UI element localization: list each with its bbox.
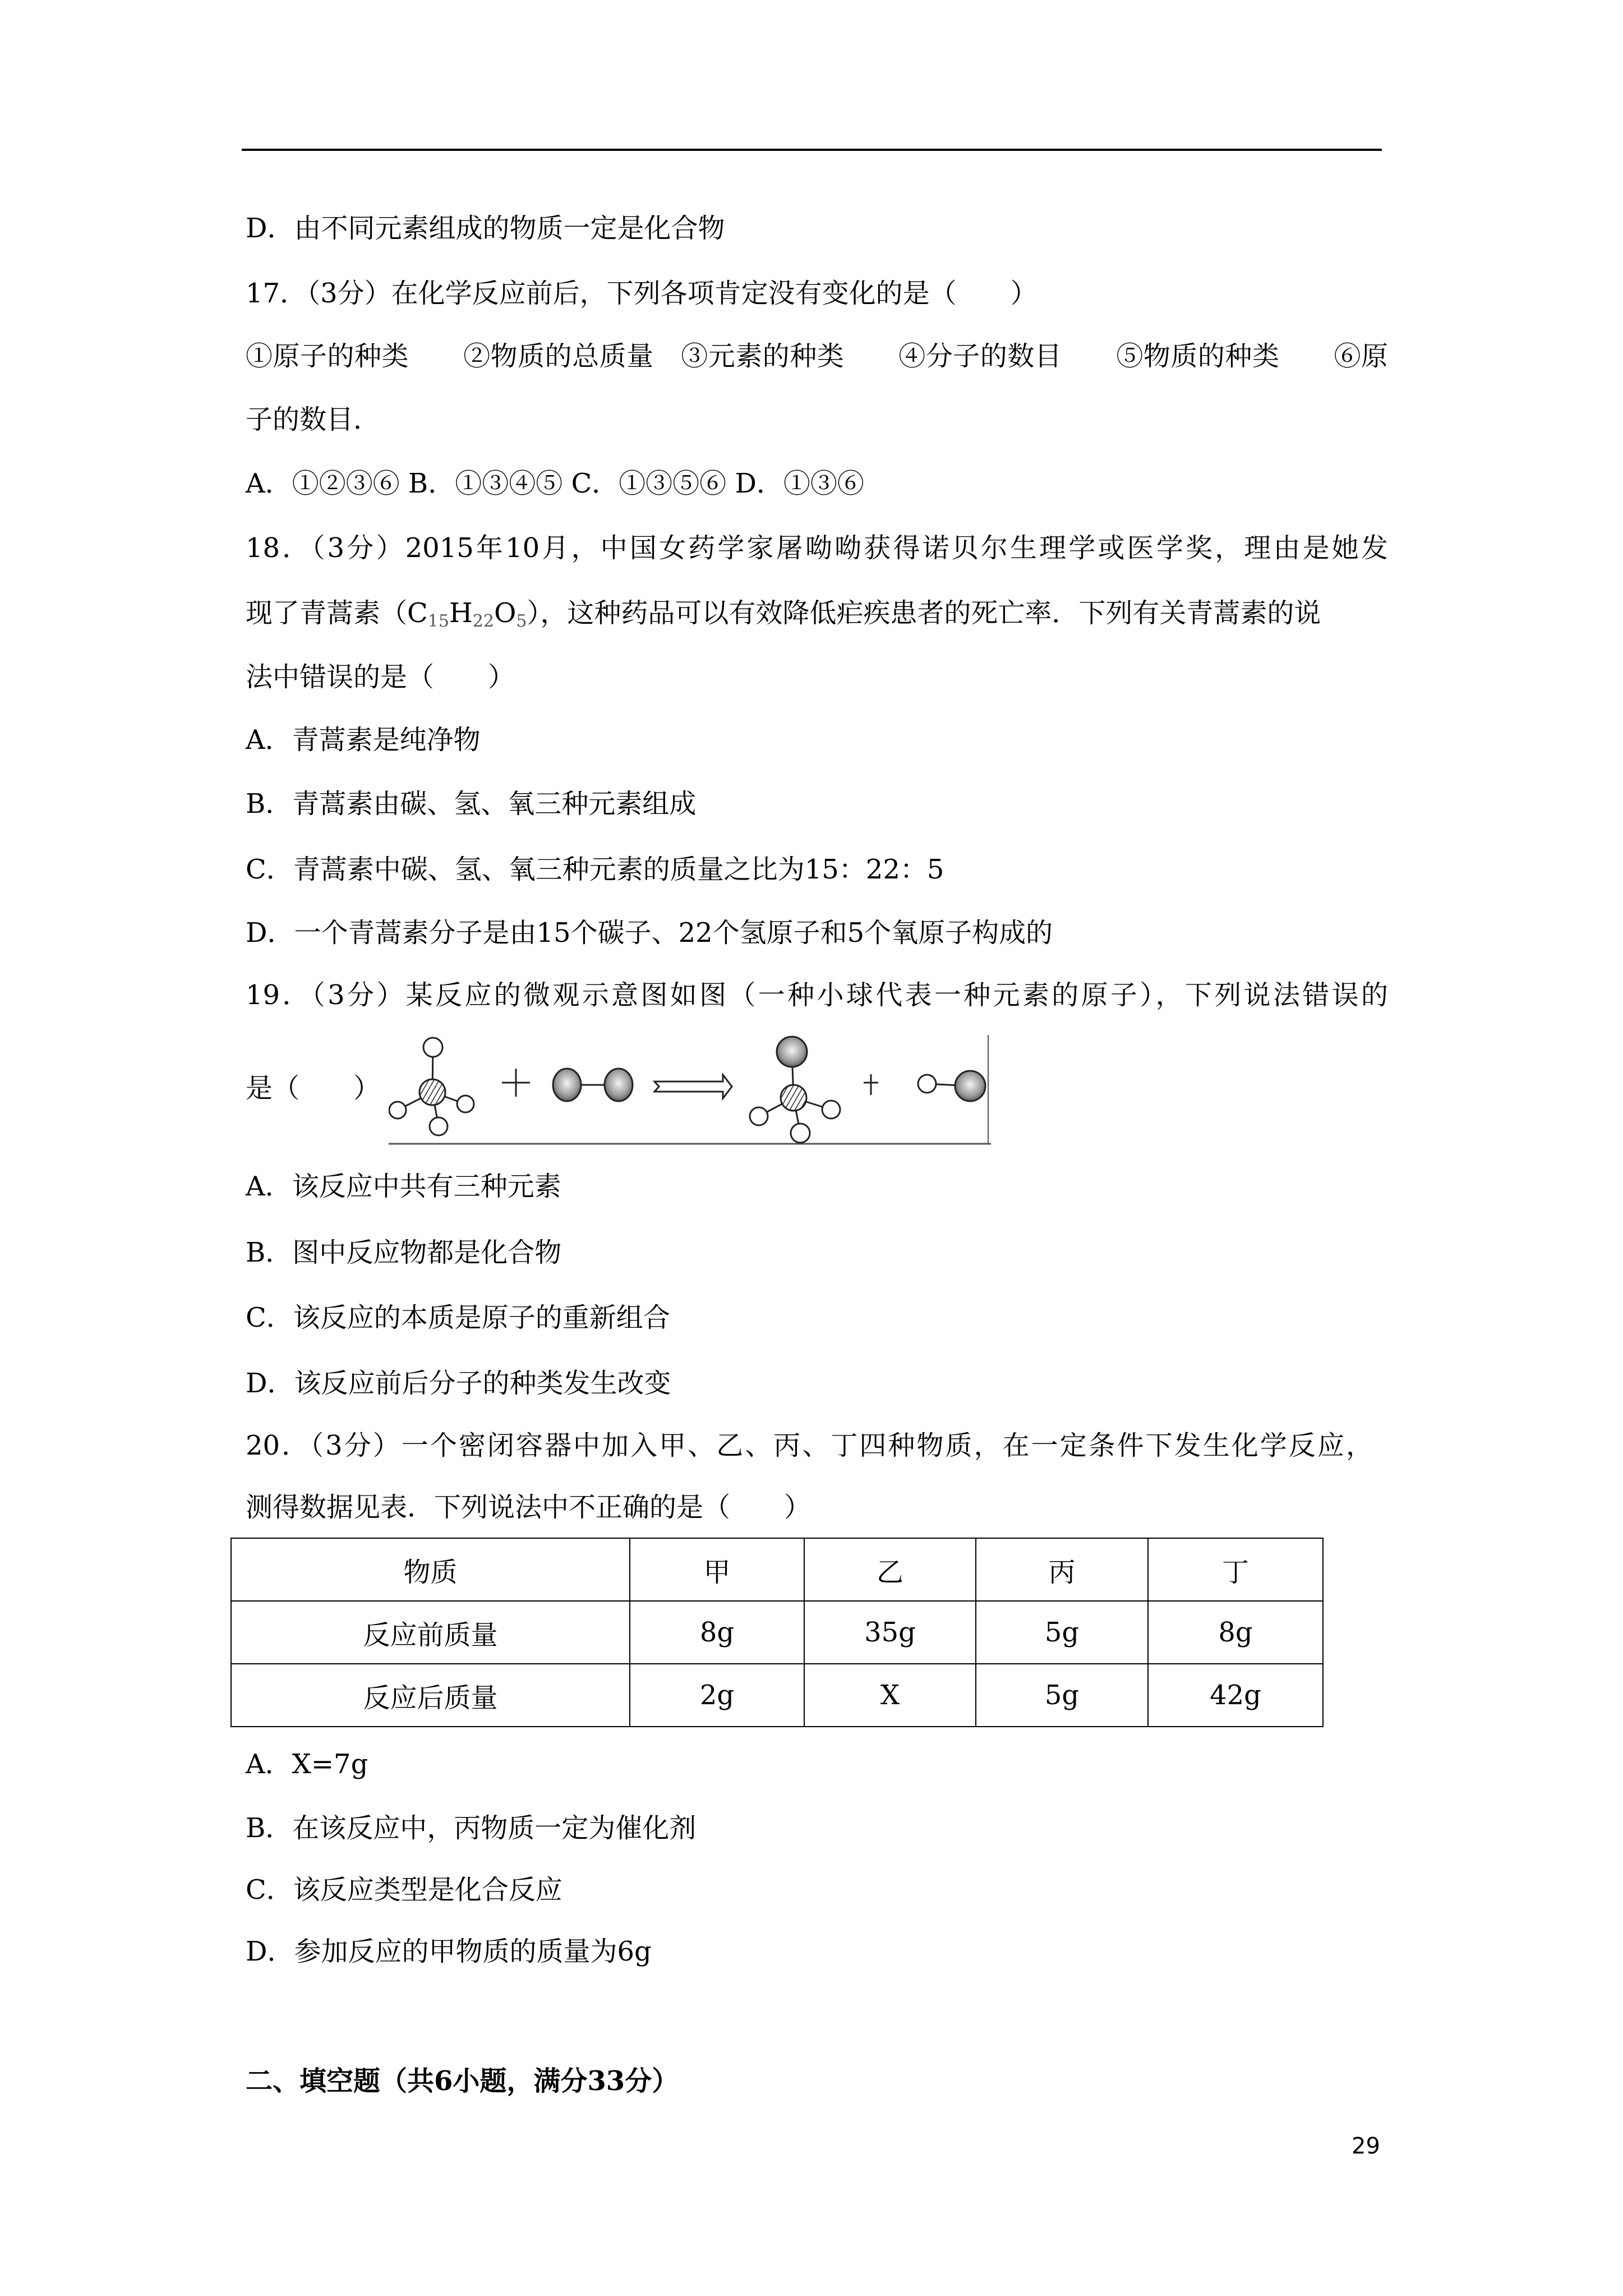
white-atom [822,1101,840,1119]
gray-atom [553,1069,581,1101]
reactant-molecule-2 [553,1069,633,1101]
gray-atom [777,1037,807,1067]
double-arrow-icon [654,1075,732,1098]
q20-stem-line2: 测得数据见表．下列说法中不正确的是（ ） [246,1492,811,1523]
formula-sub-c: 15 [427,611,449,631]
q18-stem-text-a: 现了青蒿素（C [246,597,428,629]
white-atom [918,1075,936,1093]
table-cell: 8g [630,1601,804,1664]
q19-option-c: C．该反应的本质是原子的重新组合 [246,1302,670,1333]
q18-option-c: C．青蒿素中碳、氢、氧三种元素的质量之比为15：22：5 [246,854,944,885]
q16-option-d: D．由不同元素组成的物质一定是化合物 [246,213,725,244]
q18-option-b: B．青蒿素由碳、氢、氧三种元素组成 [246,788,697,820]
plus-icon [502,1069,530,1097]
q18-stem-line3: 法中错误的是（ ） [246,661,515,693]
white-atom [389,1102,406,1119]
table-cell: 5g [976,1601,1148,1664]
white-atom [750,1107,768,1125]
section-heading: 二、填空题（共6小题，满分33分） [246,2065,679,2097]
q19-stem-line2: 是（ ） [246,1073,381,1104]
q19-option-a: A．该反应中共有三种元素 [246,1171,561,1202]
table-cell: 5g [976,1664,1148,1727]
formula-sub-h: 22 [472,611,494,631]
header-rule [242,149,1382,151]
white-atom [430,1117,448,1135]
table-cell: 反应前质量 [231,1601,630,1664]
formula-h: H [449,597,473,629]
gray-atom [605,1069,633,1101]
q18-stem-text-b: ），这种药品可以有效降低疟疾患者的死亡率．下列有关青蒿素的说 [527,597,1321,629]
q19-option-d: D．该反应前后分子的种类发生改变 [246,1368,671,1399]
q19-option-b: B．图中反应物都是化合物 [246,1237,562,1268]
q17-items-line1: ①原子的种类 ②物质的总质量 ③元素的种类 ④分子的数目 ⑤物质的种类 ⑥原 [246,341,1388,372]
q20-option-d: D．参加反应的甲物质的质量为6g [246,1936,652,1967]
table-header-cell: 丁 [1148,1538,1323,1601]
table-cell: X [804,1664,976,1727]
table-cell: 2g [630,1664,804,1727]
plus-icon [864,1074,878,1095]
table-cell: 8g [1148,1601,1323,1664]
q18-stem-line1: 18．（3分）2015年10月，中国女药学家屠呦呦获得诺贝尔生理学或医学奖，理由是她发 [246,532,1388,564]
q17-items-line2: 子的数目． [246,404,381,435]
q20-option-a: A．X=7g [246,1749,368,1780]
table-cell: 42g [1148,1664,1323,1727]
hatched-atom [419,1079,445,1105]
formula-sub-o: 5 [516,611,527,631]
table-header-cell: 物质 [231,1538,630,1601]
q20-option-c: C．该反应类型是化合反应 [246,1874,562,1906]
table-header-cell: 丙 [976,1538,1148,1601]
table-row [231,1601,1323,1664]
table-cell: 反应后质量 [231,1664,630,1727]
table-header-cell: 乙 [804,1538,976,1601]
q19-stem-line1: 19．（3分）某反应的微观示意图如图（一种小球代表一种元素的原子），下列说法错误的 [246,979,1388,1011]
q18-option-a: A．青蒿素是纯净物 [246,724,481,756]
table-header-cell: 甲 [630,1538,804,1601]
formula-o: O [494,597,517,629]
gray-atom [955,1071,985,1101]
hatched-atom [781,1085,806,1111]
q17-stem: 17．（3分）在化学反应前后，下列各项肯定没有变化的是（ ） [246,278,1038,309]
white-atom [791,1124,810,1143]
page-number: 29 [1352,2133,1380,2159]
table-cell: 35g [804,1601,976,1664]
reactant-molecule-1 [389,1038,474,1135]
reaction-diagram [389,1032,991,1145]
table-header-row [231,1538,1323,1601]
q20-stem-line1: 20．（3分）一个密闭容器中加入甲、乙、丙、丁四种物质，在一定条件下发生化学反应， [246,1430,1373,1461]
white-atom [423,1038,442,1057]
q20-option-b: B．在该反应中，丙物质一定为催化剂 [246,1812,697,1844]
q17-options: A．①②③⑥ B．①③④⑤ C．①③⑤⑥ D．①③⑥ [246,468,864,499]
product-molecule-1 [750,1037,840,1143]
white-atom [457,1096,474,1112]
product-molecule-2 [918,1071,985,1101]
q18-stem-line2 [246,596,1321,630]
q18-option-d: D．一个青蒿素分子是由15个碳子、22个氢原子和5个氧原子构成的 [246,917,1053,949]
data-table [230,1538,1324,1727]
table-row [231,1664,1323,1727]
